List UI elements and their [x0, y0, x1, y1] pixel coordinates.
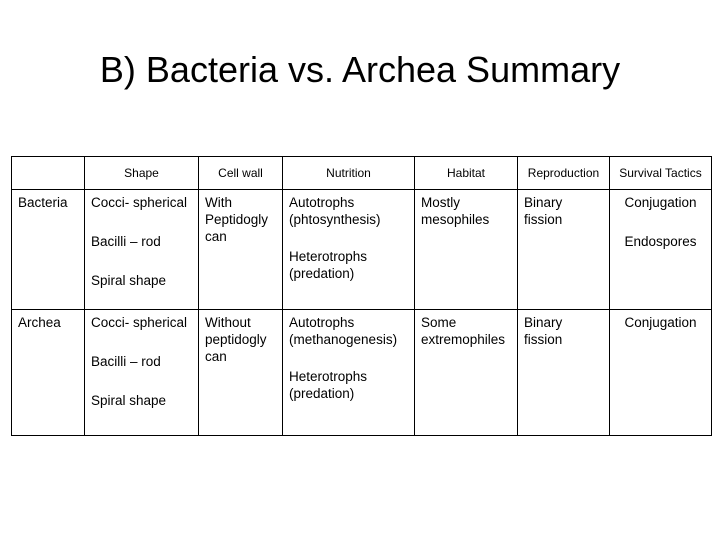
nutrition-line: (predation)	[289, 386, 355, 401]
header-cell-wall: Cell wall	[199, 157, 283, 190]
archea-survival-cell	[610, 310, 712, 436]
bacteria-survival-cell	[610, 190, 712, 310]
bacteria-nutrition-cell	[283, 190, 415, 310]
bacteria-habitat-cell	[415, 190, 518, 310]
header-shape: Shape	[85, 157, 199, 190]
archea-reproduction-cell	[518, 310, 610, 436]
cell-wall-line: can	[205, 349, 227, 364]
shape-item: Bacilli – rod	[91, 354, 161, 369]
nutrition-line: Heterotrophs	[289, 369, 368, 384]
row-label-bacteria: Bacteria	[12, 190, 85, 310]
nutrition-line: (predation)	[289, 266, 355, 281]
cell-wall-line: Peptidogly	[205, 212, 269, 227]
nutrition-line: Autotrophs	[289, 195, 355, 210]
shape-item: Cocci- spherical	[91, 195, 188, 210]
header-survival-tactics: Survival Tactics	[610, 157, 712, 190]
cell-wall-line: Without	[205, 315, 251, 330]
shape-item: Bacilli – rod	[91, 234, 161, 249]
habitat-line: extremophiles	[421, 332, 506, 347]
table-row-archea	[12, 310, 712, 436]
row-label-archea: Archea	[12, 310, 85, 436]
reproduction-line: fission	[524, 212, 563, 227]
bacteria-cell-wall-cell	[199, 190, 283, 310]
bacteria-reproduction-cell	[518, 190, 610, 310]
habitat-line: Mostly	[421, 195, 461, 210]
header-reproduction: Reproduction	[518, 157, 610, 190]
shape-item: Cocci- spherical	[91, 315, 188, 330]
archea-shape-cell	[85, 310, 199, 436]
cell-wall-line: With	[205, 195, 232, 210]
habitat-line: Some	[421, 315, 457, 330]
reproduction-line: Binary	[524, 315, 563, 330]
shape-item: Spiral shape	[91, 273, 167, 288]
header-row	[12, 157, 712, 190]
reproduction-line: Binary	[524, 195, 563, 210]
archea-habitat-cell	[415, 310, 518, 436]
archea-nutrition-cell	[283, 310, 415, 436]
header-corner	[12, 157, 85, 190]
nutrition-line: Heterotrophs	[289, 249, 368, 264]
nutrition-line: (phtosynthesis)	[289, 212, 381, 227]
slide-title: B) Bacteria vs. Archea Summary	[99, 49, 621, 90]
survival-line: Conjugation	[624, 195, 697, 210]
survival-line: Endospores	[624, 234, 697, 249]
habitat-line: mesophiles	[421, 212, 490, 227]
nutrition-line: Autotrophs	[289, 315, 355, 330]
table-row-bacteria	[12, 190, 712, 310]
reproduction-line: fission	[524, 332, 563, 347]
header-nutrition: Nutrition	[283, 157, 415, 190]
nutrition-line: (methanogenesis)	[289, 332, 398, 347]
archea-cell-wall-cell	[199, 310, 283, 436]
survival-line: Conjugation	[624, 315, 697, 330]
header-habitat: Habitat	[415, 157, 518, 190]
cell-wall-line: peptidogly	[205, 332, 267, 347]
cell-wall-line: can	[205, 229, 227, 244]
bacteria-shape-cell	[85, 190, 199, 310]
summary-table	[11, 156, 712, 436]
shape-item: Spiral shape	[91, 393, 167, 408]
